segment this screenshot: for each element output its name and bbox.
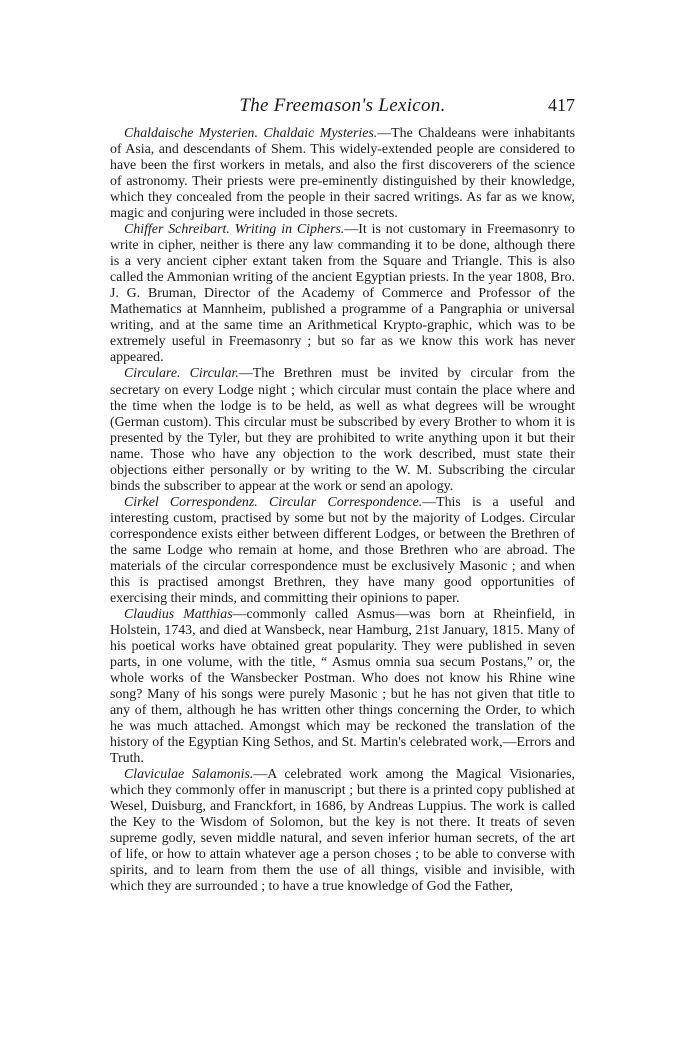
entry-claviculae-salamonis <box>110 767 575 895</box>
page-number: 417 <box>548 95 575 115</box>
entry-claudius-matthias <box>110 607 575 767</box>
entry-text: —A celebrated work among the Magical Visionaries, which they commonly offer in manuscript ; but there is a printed copy published at Wesel, Duisburg, and Franckfort, in 1686, by Andreas Luppius. The work is called the Key to the Wisdom of Solomon, but the key is not there. It treats of seven supreme godly, seven middle natural, and seven inferior human secrets, of the art of life, or how to attain whatever age a person choses ; to be able to converse with spirits, and to learn from them the use of all things, visible and invisible, with which they are surrounded ; to have a true knowledge of God the Father, <box>110 767 575 895</box>
entry-headword-english: Circular. <box>189 366 239 382</box>
entry-headword: Circulare. <box>124 366 181 382</box>
entry-text: —The Brethren must be invited by circular from the secretary on every Lodge night ; which circular must contain the place where and the time when the lodge is to be held, as well as what degrees will be wrought (German custom). This circular must be subscribed by every Brother to whom it is presented by the Tyler, but they are prohibited to write anything upon it but their name. Those who have any objection to the work described, must state their objections either personally or by writing to the W. M. Subscribing the circular binds the subscriber to appear at the work or send an apology. <box>110 366 575 494</box>
entry-chiffer-schreibart <box>110 222 575 366</box>
entry-headword-english: Circular Correspondence. <box>268 494 423 510</box>
entry-headword: Chiffer Schreibart. <box>124 222 230 238</box>
entry-headword: Claviculae Salamonis. <box>124 767 254 783</box>
running-title: The Freemason's Lexicon. <box>239 95 446 116</box>
page-body <box>110 126 575 896</box>
entry-text: —It is not customary in Freemasonry to write in cipher, neither is there any law commanding it to be done, although there is a very ancient cipher extant taken from the Square and Triangle. This is also called the Ammonian writing of the ancient Egyptian priests. In the year 1808, Bro. J. G. Bruman, Director of the Academy of Commerce and Professor of the Mathematics at Mannheim, published a programme of a Pangraphia or universal writing, and at the same time an Arithmetical Krypto-graphic, which was to be extremely useful in Freemasonry ; but so far as we know this work has never appeared. <box>110 222 575 366</box>
entry-text: —The Chaldeans were inhabitants of Asia, and descendants of Shem. This widely-extended people are considered to have been the first workers in metals, and also the first discoverers of the science of astronomy. Their priests were pre-eminently distinguished by their knowledge, which they concealed from the people in their sacred writings. As far as we know, magic and conjuring were included in those secrets. <box>110 126 575 222</box>
entry-headword: Chaldaische Mysterien. <box>124 126 258 141</box>
entry-cirkel-correspondenz <box>110 495 575 607</box>
entry-headword: Cirkel Correspondenz. <box>124 494 258 510</box>
entry-headword-english: Writing in Ciphers. <box>234 222 345 238</box>
entry-circulare <box>110 366 575 494</box>
page-header <box>110 95 575 119</box>
entry-headword: Claudius Matthias <box>124 606 233 622</box>
entry-chaldaische-mysterien <box>110 126 575 222</box>
entry-headword-english: Chaldaic Mysteries. <box>263 126 378 141</box>
entry-text: —This is a useful and interesting custom, practised by some but not by the majority of Lodges. Circular correspondence exists either between different Lodges, or between the Brethren of the same Lodge who remain at home, and those Brethren who are abroad. The materials of the circular correspondence must be exclusively Masonic ; and when this is practised amongst Brethren, they have many good opportunities of exercising their minds, and committing their opinions to paper. <box>110 494 575 606</box>
entry-text: —commonly called Asmus—was born at Rheinfield, in Holstein, 1743, and died at Wansbeck, near Hamburg, 21st January, 1815. Many of his poetical works have obtained great popularity. They were published in seven parts, in one volume, with the title, “ Asmus omnia sua secum Postans,” or, the whole works of the Wansbecker Postman. Who does not know his Rhine wine song? Many of his songs were purely Masonic ; but he has not given that title to any of them, although he has written other things concerning the Order, to which he was much attached. Amongst which may be reckoned the translation of the history of the Egyptian King Sethos, and St. Martin's celebrated work,—Errors and Truth. <box>110 606 575 767</box>
